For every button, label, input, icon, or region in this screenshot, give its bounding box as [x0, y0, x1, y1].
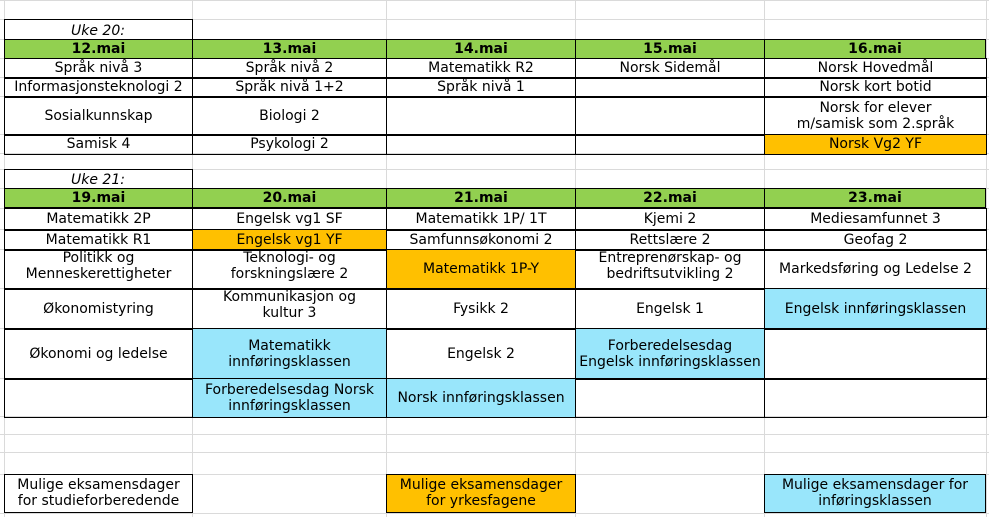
cell-text: Samisk 4	[66, 136, 131, 152]
cell-text: Samfunnsøkonomi 2	[409, 231, 553, 248]
cell-text: Biologi 2	[259, 107, 320, 124]
week21-cell-r2-c2[interactable]	[192, 229, 387, 251]
week21-cell-r4-c3[interactable]	[386, 288, 576, 330]
week20-day-5[interactable]: 16.mai	[764, 39, 986, 59]
cell-text: Engelsk 2	[447, 345, 515, 362]
week20-cell-r2-c1[interactable]	[4, 77, 193, 98]
week20-cell-r3-c5[interactable]	[764, 96, 987, 136]
week20-cell-r3-c4[interactable]	[575, 96, 765, 136]
cell-text: Språk nivå 1	[437, 79, 525, 95]
week21-cell-r4-c1[interactable]	[4, 288, 193, 330]
week21-cell-r2-c4[interactable]	[575, 229, 765, 251]
gridline-h	[0, 434, 989, 435]
cell-text: innføringsklassen	[228, 353, 351, 370]
cell-text: Entreprenørskap- og	[598, 250, 742, 266]
week20-cell-r1-c2[interactable]	[192, 58, 387, 79]
week20-cell-r4-c3[interactable]	[386, 134, 576, 155]
week20-cell-r3-c3[interactable]	[386, 96, 576, 136]
cell-text: Kommunikasjon og	[223, 289, 356, 305]
week21-day-5[interactable]: 23.mai	[764, 188, 986, 208]
week20-label[interactable]: Uke 20:	[4, 19, 193, 40]
week21-cell-r3-c3[interactable]	[386, 249, 576, 290]
week20-day-1[interactable]: 12.mai	[4, 39, 193, 59]
week21-cell-r6-c5[interactable]	[764, 378, 987, 418]
cell-text: Menneskerettigheter	[25, 266, 172, 282]
week21-cell-r5-c4[interactable]	[575, 328, 765, 380]
week21-day-4[interactable]: 22.mai	[575, 188, 765, 208]
cell-text: Politikk og	[62, 250, 135, 266]
week21-cell-r1-c2[interactable]	[192, 208, 387, 231]
week21-cell-r1-c1[interactable]	[4, 208, 193, 231]
week21-cell-r3-c4[interactable]	[575, 249, 765, 290]
cell-text: Engelsk vg1 SF	[236, 211, 343, 227]
week21-cell-r1-c3[interactable]	[386, 208, 576, 231]
cell-text: Engelsk innføringsklassen	[579, 353, 761, 370]
cell-text: Forberedelsesdag	[607, 337, 733, 354]
week21-cell-r5-c3[interactable]	[386, 328, 576, 380]
week20-cell-r2-c4[interactable]	[575, 77, 765, 98]
week21-day-3[interactable]: 21.mai	[386, 188, 576, 208]
legend-line: inføringsklassen	[818, 493, 932, 509]
cell-text: Matematikk 1P/ 1T	[415, 211, 547, 227]
cell-text: Engelsk vg1 YF	[236, 231, 343, 248]
cell-text: Matematikk	[248, 337, 331, 354]
cell-text: Norsk for elever	[819, 100, 932, 116]
week21-cell-r6-c1[interactable]	[4, 378, 193, 418]
week20-day-4[interactable]: 15.mai	[575, 39, 765, 59]
legend-line: for yrkesfagene	[426, 493, 536, 509]
cell-text: Psykologi 2	[250, 136, 329, 152]
gridline-h	[0, 513, 989, 514]
cell-text: Språk nivå 1+2	[235, 79, 344, 95]
week21-cell-r4-c2[interactable]	[192, 288, 387, 330]
legend-line: Mulige eksamensdager	[399, 477, 563, 493]
week20-cell-r4-c5[interactable]	[764, 134, 987, 155]
week21-cell-r2-c5[interactable]	[764, 229, 987, 251]
week21-cell-r5-c1[interactable]	[4, 328, 193, 380]
week21-cell-r5-c5[interactable]	[764, 328, 987, 380]
week20-cell-r1-c1[interactable]	[4, 58, 193, 79]
week21-cell-r5-c2[interactable]	[192, 328, 387, 380]
cell-text: Matematikk 1P-Y	[422, 261, 539, 277]
week21-cell-r3-c5[interactable]	[764, 249, 987, 290]
week21-cell-r1-c4[interactable]	[575, 208, 765, 231]
week20-cell-r2-c2[interactable]	[192, 77, 387, 98]
week20-cell-r1-c3[interactable]	[386, 58, 576, 79]
week20-cell-r4-c2[interactable]	[192, 134, 387, 155]
week21-cell-r3-c1[interactable]	[4, 249, 193, 290]
cell-text: Markedsføring og Ledelse 2	[779, 261, 972, 277]
legend-innforing[interactable]	[764, 474, 986, 513]
week20-cell-r4-c4[interactable]	[575, 134, 765, 155]
gridline-h	[0, 0, 989, 1]
cell-text: Norsk Hovedmål	[817, 60, 934, 76]
cell-text: Informasjonsteknologi 2	[14, 79, 183, 95]
week21-cell-r3-c2[interactable]	[192, 249, 387, 290]
cell-text: bedriftsutvikling 2	[606, 266, 734, 282]
week21-cell-r4-c5[interactable]	[764, 288, 987, 330]
cell-text: m/samisk som 2.språk	[796, 116, 955, 132]
cell-text: Språk nivå 2	[245, 60, 334, 76]
cell-text: Matematikk 2P	[46, 211, 151, 227]
cell-text: Norsk Sidemål	[619, 60, 721, 76]
week20-cell-r3-c2[interactable]	[192, 96, 387, 136]
week20-cell-r4-c1[interactable]	[4, 134, 193, 155]
week20-cell-r1-c5[interactable]	[764, 58, 987, 79]
week21-cell-r4-c4[interactable]	[575, 288, 765, 330]
cell-text: innføringsklassen	[228, 397, 351, 414]
legend-line: Mulige eksamensdager for	[781, 477, 969, 493]
week20-cell-r1-c4[interactable]	[575, 58, 765, 79]
week21-cell-r2-c3[interactable]	[386, 229, 576, 251]
legend-line: for studieforberedende	[17, 493, 180, 509]
week21-cell-r6-c3[interactable]	[386, 378, 576, 418]
cell-text: Matematikk R1	[45, 231, 152, 248]
cell-text: Språk nivå 3	[54, 60, 143, 76]
legend-studieforberedende[interactable]	[4, 474, 193, 513]
cell-text: Engelsk 1	[636, 300, 704, 317]
cell-text: Sosialkunnskap	[44, 107, 153, 124]
cell-text: Økonomistyring	[43, 300, 154, 317]
cell-text: Norsk innføringsklassen	[397, 389, 565, 406]
week21-label[interactable]: Uke 21:	[4, 169, 193, 189]
gridline-h	[0, 452, 989, 453]
cell-text: Mediesamfunnet 3	[810, 211, 941, 227]
week21-day-2[interactable]: 20.mai	[192, 188, 387, 208]
cell-text: kultur 3	[262, 305, 317, 321]
cell-text: Geofag 2	[843, 231, 908, 248]
week20-cell-r2-c5[interactable]	[764, 77, 987, 98]
week21-cell-r2-c1[interactable]	[4, 229, 193, 251]
cell-text: Rettslære 2	[629, 231, 711, 248]
week20-cell-r3-c1[interactable]	[4, 96, 193, 136]
cell-text: Norsk Vg2 YF	[828, 136, 923, 152]
week20-day-3[interactable]: 14.mai	[386, 39, 576, 59]
cell-text: Norsk kort botid	[819, 79, 932, 95]
cell-text: Fysikk 2	[453, 300, 509, 317]
week21-cell-r6-c4[interactable]	[575, 378, 765, 418]
cell-text: Kjemi 2	[643, 211, 697, 227]
cell-text: Engelsk innføringsklassen	[784, 300, 967, 317]
week21-cell-r1-c5[interactable]	[764, 208, 987, 231]
legend-line: Mulige eksamensdager	[17, 477, 180, 493]
cell-text: Matematikk R2	[428, 60, 534, 76]
week21-day-1[interactable]: 19.mai	[4, 188, 193, 208]
cell-text: Forberedelsesdag Norsk	[204, 381, 375, 398]
legend-yrkesfag[interactable]	[386, 474, 576, 513]
week20-cell-r2-c3[interactable]	[386, 77, 576, 98]
week21-cell-r6-c2[interactable]	[192, 378, 387, 418]
cell-text: Teknologi- og	[243, 250, 336, 266]
cell-text: Økonomi og ledelse	[29, 345, 168, 362]
week20-day-2[interactable]: 13.mai	[192, 39, 387, 59]
cell-text: forskningslære 2	[230, 266, 349, 282]
